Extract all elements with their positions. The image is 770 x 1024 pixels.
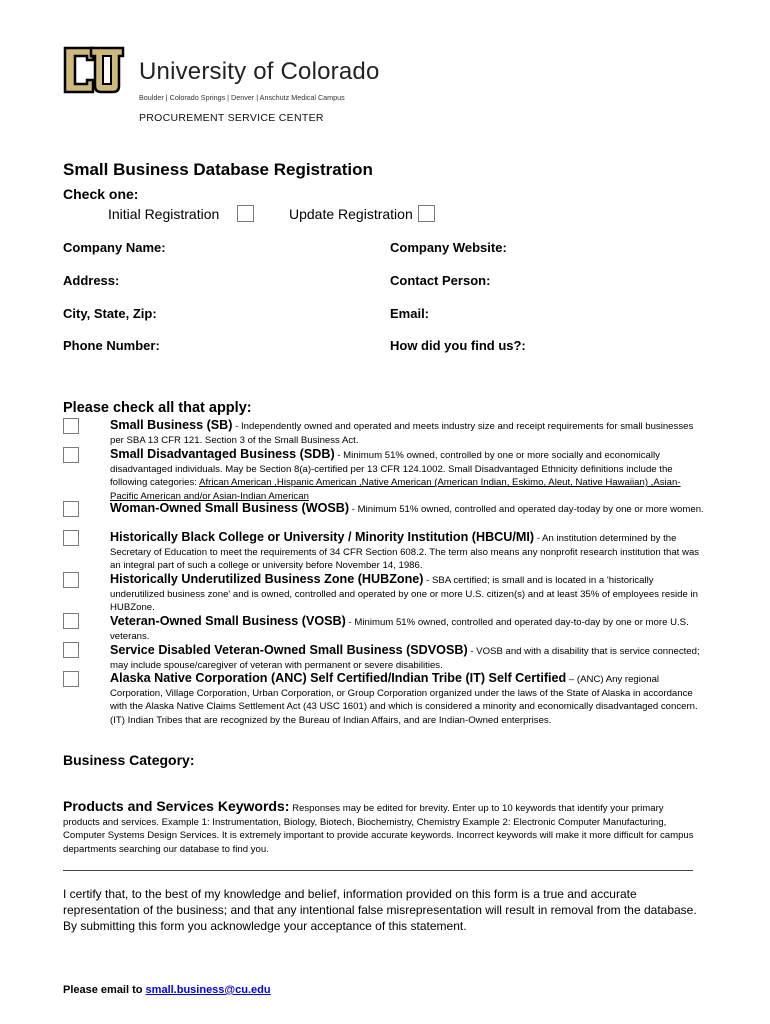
category-name: Historically Underutilized Business Zone (HUBZone) — [110, 572, 424, 586]
apply-title: Please check all that apply: — [63, 400, 252, 416]
category-desc: - Independently owned and operated and meets industry size and receipt requirements for small businesses per SBA 13 CFR 121. Section 3 of the Small Business Act. — [110, 421, 694, 446]
category-hbcu — [110, 531, 708, 573]
category-name: Alaska Native Corporation (ANC) Self Certified/Indian Tribe (IT) Self Certified — [110, 671, 567, 685]
category-desc: - Minimum 51% owned, controlled and operated day-to-day by one or more U.S. veterans. — [110, 617, 689, 642]
keywords-desc: Responses may be edited for brevity. Enter up to 10 keywords that identify your primary products and services. Example 1: Instrumentation, Biology, Biotech, Biochemistry, Chemistry Example 2: Electronic Computer Manufacturing, Computer Systems Design Services. It is extremely important to provide accurate keywords. Incorrect keywords will make it more difficult for campus departments searching our database to find you. — [63, 803, 694, 855]
initial-registration-label: Initial Registration — [108, 206, 220, 222]
email-label: Email: — [390, 306, 430, 321]
category-desc: - Minimum 51% owned, controlled by one or more socially and economically disadvantaged individuals. May be Section 8(a)-certified per 13 CFR 124.1002. Small Disadvantaged Ethnicity definitions include the following categories: — [110, 450, 673, 489]
category-desc: - SBA certified; is small and is located in a 'historically underutilized business zone' and is owned, controlled and operated by one or more U.S. citizen(s) and at least 35% of employees reside in HUBZone. — [110, 575, 698, 614]
initial-registration-option — [108, 205, 254, 222]
category-vosb — [110, 615, 708, 643]
update-registration-option — [289, 205, 435, 222]
hubzone-checkbox[interactable] — [63, 572, 79, 588]
category-sdvosb — [110, 644, 708, 672]
sb-checkbox[interactable] — [63, 418, 79, 434]
category-anc — [110, 672, 708, 727]
contact-person-label: Contact Person: — [390, 273, 491, 288]
vosb-checkbox[interactable] — [63, 613, 79, 629]
category-desc: - Minimum 51% owned, controlled and operated day-today by one or more women. — [349, 504, 704, 515]
cu-logo-icon — [63, 46, 125, 94]
campus-list: Boulder | Colorado Springs | Denver | Anschutz Medical Campus — [139, 93, 345, 102]
category-desc: – (ANC) Any regional Corporation, Village Corporation, Urban Corporation, or Group Corporation organized under the laws of the State of Alaska in accordance with the Alaska Native Claims Settlement Act (43 USC 1601) and which is considered a minority and economically disadvantaged concern. (IT) Indian Tribes that are recognized by the Bureau of Indian Affairs, and are Indian-Owned enterprises. — [110, 674, 698, 726]
company-name-label: Company Name: — [63, 240, 166, 255]
category-desc: - An institution determined by the Secretary of Education to meet the requirements of 34 CFR Section 608.2. The term also means any nonprofit research institution that was an integral part of such a college or university before November 14, 1986. — [110, 533, 700, 572]
email-prefix: Please email to — [63, 984, 146, 996]
sdb-checkbox[interactable] — [63, 447, 79, 463]
city-state-zip-label: City, State, Zip: — [63, 306, 157, 321]
initial-registration-checkbox[interactable] — [237, 205, 254, 222]
check-one-label: Check one: — [63, 186, 139, 202]
ethnicity-categories: African American ,Hispanic American ,Native American (American Indian, Eskimo, Aleut, Native Hawaiian) ,Asian-Pacific American and/or Asian-Indian American — [110, 477, 681, 502]
category-name: Historically Black College or University / Minority Institution (HBCU/MI) — [110, 530, 535, 544]
category-wosb — [110, 502, 708, 517]
company-website-label: Company Website: — [390, 240, 507, 255]
keywords-section — [63, 800, 703, 856]
category-desc: - VOSB and with a disability that is service connected; may include spouse/caregiver of veteran with permanent or severe disabilities. — [110, 646, 700, 671]
category-hubzone — [110, 573, 708, 615]
address-label: Address: — [63, 273, 120, 288]
department-name: PROCUREMENT SERVICE CENTER — [139, 112, 324, 124]
category-name: Veteran-Owned Small Business (VOSB) — [110, 614, 346, 628]
email-link[interactable]: small.business@cu.edu — [145, 984, 271, 996]
divider — [63, 870, 693, 871]
category-sb — [110, 419, 708, 447]
category-name: Woman-Owned Small Business (WOSB) — [110, 501, 350, 515]
how-found-label: How did you find us?: — [390, 338, 526, 353]
keywords-title: Products and Services Keywords: — [63, 798, 290, 814]
hbcu-checkbox[interactable] — [63, 530, 79, 546]
category-name: Service Disabled Veteran-Owned Small Business (SDVOSB) — [110, 643, 468, 657]
update-registration-label: Update Registration — [289, 206, 413, 222]
phone-number-label: Phone Number: — [63, 338, 160, 353]
email-instruction — [63, 984, 271, 996]
anc-checkbox[interactable] — [63, 671, 79, 687]
wosb-checkbox[interactable] — [63, 501, 79, 517]
form-title: Small Business Database Registration — [63, 160, 373, 179]
certification-statement: I certify that, to the best of my knowledge and belief, information provided on this form is a true and accurate representation of the business; and that any intentional false misrepresentation will result in removal from the database. By submitting this form you acknowledge your acceptance of this statement. — [63, 887, 697, 933]
category-sdb — [110, 448, 708, 503]
update-registration-checkbox[interactable] — [418, 205, 435, 222]
category-name: Small Disadvantaged Business (SDB) — [110, 447, 335, 461]
category-name: Small Business (SB) — [110, 418, 233, 432]
university-name: University of Colorado — [139, 58, 380, 85]
business-category-label: Business Category: — [63, 752, 195, 768]
sdvosb-checkbox[interactable] — [63, 642, 79, 658]
